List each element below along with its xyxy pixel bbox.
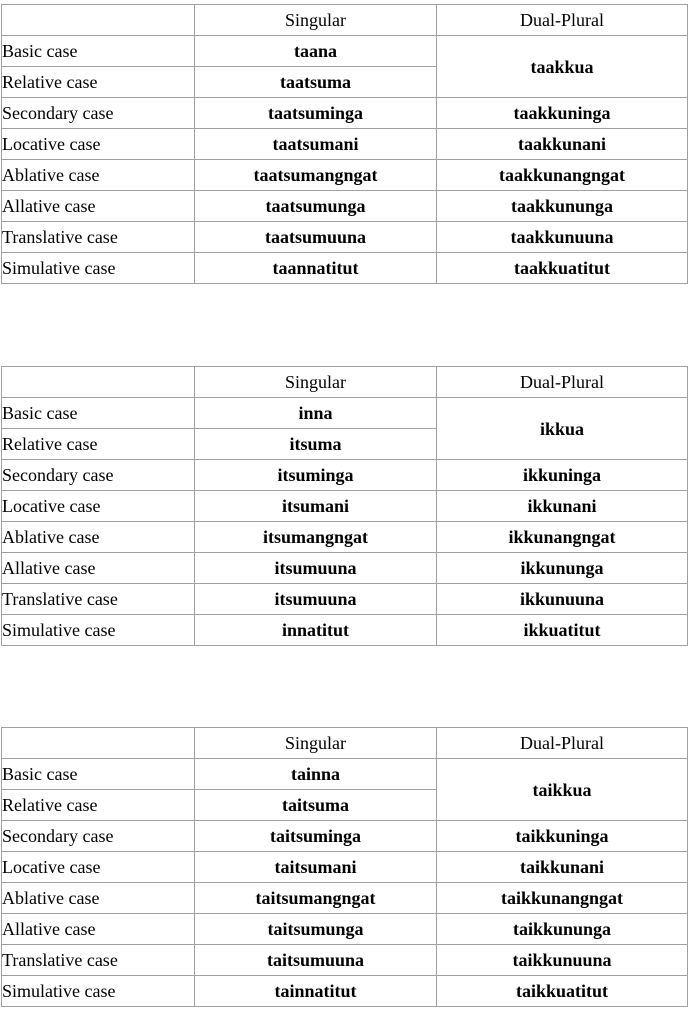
table-row	[2, 883, 688, 914]
case-label: Allative case	[2, 914, 195, 945]
dual-plural-form: ikkuatitut	[437, 615, 688, 646]
dual-plural-form: taakkunani	[437, 129, 688, 160]
singular-form: taitsuma	[195, 790, 437, 821]
case-label: Translative case	[2, 945, 195, 976]
demonstrative-table-3	[1, 727, 688, 1007]
singular-form: taitsumangngat	[195, 883, 437, 914]
case-label: Relative case	[2, 429, 195, 460]
table-row	[2, 160, 688, 191]
case-label: Locative case	[2, 491, 195, 522]
case-label: Translative case	[2, 222, 195, 253]
header-singular: Singular	[195, 5, 437, 36]
singular-form: taitsuminga	[195, 821, 437, 852]
singular-form: tainna	[195, 759, 437, 790]
header-dual-plural: Dual-Plural	[437, 367, 688, 398]
singular-form: taatsumani	[195, 129, 437, 160]
table-row	[2, 615, 688, 646]
dual-plural-form: ikkunuuna	[437, 584, 688, 615]
table-row	[2, 522, 688, 553]
table-row	[2, 914, 688, 945]
dual-plural-form: taikkunani	[437, 852, 688, 883]
table-row	[2, 129, 688, 160]
dual-plural-form: taakkuninga	[437, 98, 688, 129]
header-empty-cell	[2, 5, 195, 36]
case-label: Relative case	[2, 67, 195, 98]
case-label: Basic case	[2, 759, 195, 790]
singular-form: taitsumunga	[195, 914, 437, 945]
table-row	[2, 584, 688, 615]
case-label: Secondary case	[2, 460, 195, 491]
case-label: Allative case	[2, 553, 195, 584]
table-row	[2, 945, 688, 976]
case-label: Locative case	[2, 852, 195, 883]
dual-plural-form: taikkununga	[437, 914, 688, 945]
case-label: Translative case	[2, 584, 195, 615]
singular-form: taatsumunga	[195, 191, 437, 222]
case-label: Simulative case	[2, 253, 195, 284]
case-label: Secondary case	[2, 821, 195, 852]
header-dual-plural: Dual-Plural	[437, 728, 688, 759]
table-row	[2, 253, 688, 284]
dual-plural-form: ikkunani	[437, 491, 688, 522]
singular-form: taana	[195, 36, 437, 67]
dual-plural-form: taikkuninga	[437, 821, 688, 852]
table-row	[2, 191, 688, 222]
dual-plural-form: taakkua	[437, 36, 688, 98]
dual-plural-form: ikkunangngat	[437, 522, 688, 553]
singular-form: itsumani	[195, 491, 437, 522]
case-label: Ablative case	[2, 522, 195, 553]
dual-plural-form: taakkuatitut	[437, 253, 688, 284]
demonstrative-table-2	[1, 366, 688, 646]
dual-plural-form: ikkua	[437, 398, 688, 460]
case-label: Simulative case	[2, 615, 195, 646]
table-row	[2, 491, 688, 522]
singular-form: taatsumangngat	[195, 160, 437, 191]
case-label: Locative case	[2, 129, 195, 160]
singular-form: taatsuma	[195, 67, 437, 98]
dual-plural-form: ikkuninga	[437, 460, 688, 491]
table-row	[2, 759, 688, 790]
dual-plural-form: taikkua	[437, 759, 688, 821]
singular-form: itsumuuna	[195, 553, 437, 584]
singular-form: itsuma	[195, 429, 437, 460]
header-empty-cell	[2, 728, 195, 759]
singular-form: taannatitut	[195, 253, 437, 284]
dual-plural-form: taikkunuuna	[437, 945, 688, 976]
case-label: Secondary case	[2, 98, 195, 129]
table-row	[2, 98, 688, 129]
dual-plural-form: ikkununga	[437, 553, 688, 584]
table-row	[2, 553, 688, 584]
demonstrative-table-1	[1, 4, 688, 284]
header-row	[2, 367, 688, 398]
singular-form: taatsumuuna	[195, 222, 437, 253]
singular-form: taitsumuuna	[195, 945, 437, 976]
table-row	[2, 460, 688, 491]
singular-form: taatsuminga	[195, 98, 437, 129]
singular-form: itsumangngat	[195, 522, 437, 553]
case-label: Simulative case	[2, 976, 195, 1007]
dual-plural-form: taakkununga	[437, 191, 688, 222]
dual-plural-form: taikkuatitut	[437, 976, 688, 1007]
dual-plural-form: taakkunuuna	[437, 222, 688, 253]
singular-form: innatitut	[195, 615, 437, 646]
dual-plural-form: taakkunangngat	[437, 160, 688, 191]
case-label: Relative case	[2, 790, 195, 821]
table-row	[2, 398, 688, 429]
singular-form: itsumuuna	[195, 584, 437, 615]
header-singular: Singular	[195, 728, 437, 759]
case-label: Ablative case	[2, 160, 195, 191]
case-label: Basic case	[2, 398, 195, 429]
table-row	[2, 222, 688, 253]
singular-form: taitsumani	[195, 852, 437, 883]
table-row	[2, 852, 688, 883]
singular-form: tainnatitut	[195, 976, 437, 1007]
dual-plural-form: taikkunangngat	[437, 883, 688, 914]
header-empty-cell	[2, 367, 195, 398]
singular-form: itsuminga	[195, 460, 437, 491]
header-row	[2, 728, 688, 759]
case-label: Basic case	[2, 36, 195, 67]
header-row	[2, 5, 688, 36]
case-label: Ablative case	[2, 883, 195, 914]
case-label: Allative case	[2, 191, 195, 222]
table-row	[2, 821, 688, 852]
table-row	[2, 36, 688, 67]
header-singular: Singular	[195, 367, 437, 398]
table-row	[2, 976, 688, 1007]
singular-form: inna	[195, 398, 437, 429]
header-dual-plural: Dual-Plural	[437, 5, 688, 36]
